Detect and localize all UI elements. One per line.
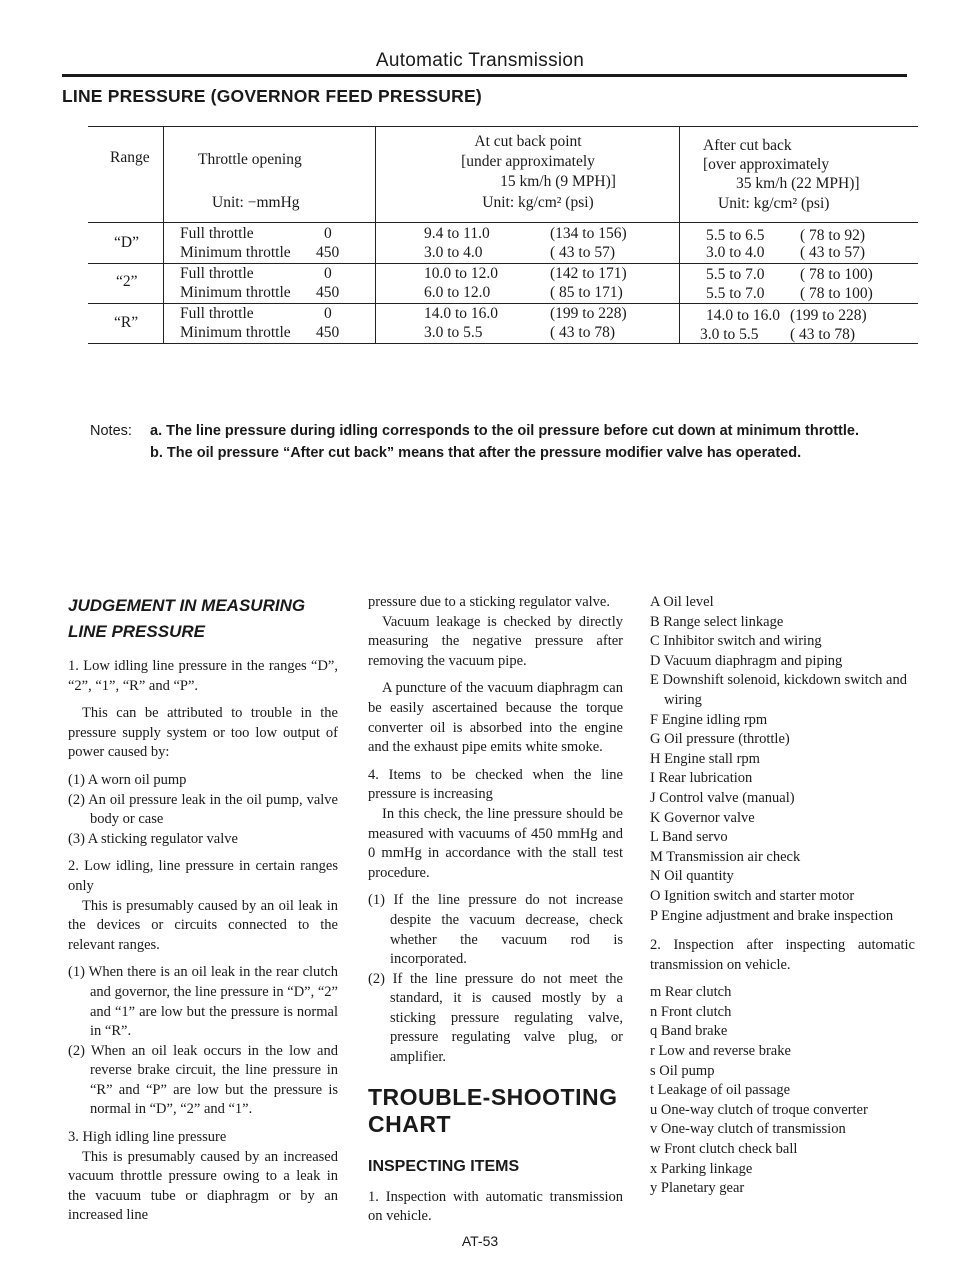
inspection-item: J Control valve (manual) bbox=[650, 789, 795, 806]
after-psi: ( 78 to 100) bbox=[800, 285, 873, 302]
paragraph: This is presumably caused by an oil leak in the devices or circuits connected to the relevant ranges. bbox=[68, 897, 338, 953]
col-header-cut-2: [under approximately bbox=[461, 153, 595, 170]
list-item: (1) When there is an oil leak in the rear clutch and governor, the line pressure in “D”, “2” and “1” are low but the pressure is normal in “R”. bbox=[68, 964, 338, 1040]
list-item: (1) If the line pressure do not increase despite the vacuum decrease, check whether the vacuum rod is incorporated. bbox=[368, 892, 623, 968]
inspection-item: P Engine adjustment and brake inspection bbox=[650, 907, 894, 924]
cut-psi: (134 to 156) bbox=[550, 225, 627, 242]
col-header-throttle: Throttle opening bbox=[198, 151, 302, 168]
after-psi: ( 43 to 57) bbox=[800, 244, 866, 261]
cut-value: 14.0 to 16.0 bbox=[424, 305, 499, 322]
range-label: “2” bbox=[116, 273, 138, 290]
paragraph: pressure due to a sticking regulator valve. bbox=[368, 594, 610, 610]
inspection-item: L Band servo bbox=[650, 829, 728, 846]
cut-psi: ( 85 to 171) bbox=[550, 284, 623, 301]
note-a: a. The line pressure during idling corresponds to the oil pressure before cut down at minimum throttle. bbox=[150, 423, 859, 439]
cut-value: 6.0 to 12.0 bbox=[424, 284, 491, 301]
mmhg-value: 0 bbox=[324, 265, 332, 282]
inspection-item: m Rear clutch bbox=[650, 984, 732, 1001]
trouble-shooting-heading bbox=[368, 1084, 623, 1138]
judgement-heading bbox=[68, 593, 338, 645]
throttle-label: Full throttle bbox=[180, 265, 254, 282]
note-b: b. The oil pressure “After cut back” means that after the pressure modifier valve has operated. bbox=[150, 445, 802, 461]
column-right bbox=[650, 593, 915, 1199]
after-value: 3.0 to 5.5 bbox=[700, 326, 759, 343]
inspection-item: G Oil pressure (throttle) bbox=[650, 731, 790, 748]
mmhg-value: 450 bbox=[316, 324, 340, 341]
list-item: (3) A sticking regulator valve bbox=[68, 830, 238, 847]
column-left bbox=[68, 593, 338, 1234]
notes-label: Notes: bbox=[90, 423, 132, 439]
mmhg-value: 450 bbox=[316, 284, 340, 301]
col-header-throttle-unit: Unit: −mmHg bbox=[212, 194, 300, 211]
throttle-label: Minimum throttle bbox=[180, 324, 291, 341]
cut-value: 9.4 to 11.0 bbox=[424, 225, 490, 242]
cut-psi: (142 to 171) bbox=[550, 265, 627, 282]
judgement-heading-line: JUDGEMENT IN MEASURING bbox=[68, 596, 306, 615]
table-divider-throttle bbox=[375, 126, 376, 344]
paragraph: 4. Items to be checked when the line pressure is increasing bbox=[368, 766, 623, 803]
paragraph: 3. High idling line pressure bbox=[68, 1129, 227, 1146]
table-rule-1 bbox=[88, 222, 918, 223]
trouble-shooting-heading-line: TROUBLE-SHOOTING bbox=[368, 1083, 618, 1110]
header-rule bbox=[62, 74, 907, 77]
inspection-item: s Oil pump bbox=[650, 1062, 715, 1079]
trouble-shooting-heading-line: CHART bbox=[368, 1110, 451, 1137]
range-label: “R” bbox=[114, 314, 139, 331]
after-value: 5.5 to 7.0 bbox=[706, 285, 765, 302]
list-item: (2) If the line pressure do not meet the standard, it is caused mostly by a sticking pressure regulating valve, pressure regulating valve plug, or amplifier. bbox=[368, 970, 623, 1066]
inspection-item: y Planetary gear bbox=[650, 1180, 745, 1197]
paragraph: This is presumably caused by an increased vacuum throttle pressure owing to a leak in the vacuum tube or diaphragm or by an increased line bbox=[68, 1148, 338, 1224]
inspection-item: u One-way clutch of troque converter bbox=[650, 1101, 868, 1118]
after-value: 3.0 to 4.0 bbox=[706, 244, 765, 261]
after-value: 5.5 to 7.0 bbox=[706, 266, 765, 283]
inspection-item: t Leakage of oil passage bbox=[650, 1082, 791, 1099]
inspection-item: B Range select linkage bbox=[650, 613, 784, 630]
paragraph: 2. Low idling, line pressure in certain ranges only bbox=[68, 858, 338, 894]
list-item: (1) A worn oil pump bbox=[68, 771, 187, 788]
mmhg-value: 450 bbox=[316, 244, 340, 261]
paragraph: This can be attributed to trouble in the pressure supply system or too low output of power caused by: bbox=[68, 705, 338, 761]
inspecting-items-heading: INSPECTING ITEMS bbox=[368, 1157, 520, 1175]
col-header-cut-1: At cut back point bbox=[474, 133, 582, 150]
range-label: “D” bbox=[114, 234, 139, 251]
paragraph: 1. Low idling line pressure in the ranges “D”, “2”, “1”, “R” and “P”. bbox=[68, 658, 338, 694]
column-middle bbox=[368, 593, 623, 1235]
table-rule-top bbox=[88, 126, 918, 127]
paragraph: A puncture of the vacuum diaphragm can be easily ascertained because the torque converter oil is absorbed into the engine and the exhaust pipe emits white smoke. bbox=[368, 680, 623, 756]
mmhg-value: 0 bbox=[324, 225, 332, 242]
col-header-after-2: [over approximately bbox=[703, 156, 830, 173]
paragraph: Vacuum leakage is checked by directly measuring the negative pressure after removing the vacuum pipe. bbox=[368, 613, 623, 669]
after-value: 14.0 to 16.0 bbox=[705, 307, 780, 324]
throttle-label: Minimum throttle bbox=[180, 244, 291, 261]
paragraph: 2. Inspection after inspecting automatic transmission on vehicle. bbox=[650, 937, 915, 973]
inspection-item: D Vacuum diaphragm and piping bbox=[650, 652, 843, 669]
inspection-item: K Governor valve bbox=[650, 809, 755, 826]
inspection-item: A Oil level bbox=[650, 594, 714, 610]
inspection-item: q Band brake bbox=[650, 1023, 728, 1040]
inspection-item: M Transmission air check bbox=[650, 848, 801, 865]
cut-psi: (199 to 228) bbox=[550, 305, 627, 322]
after-psi: (199 to 228) bbox=[790, 307, 867, 324]
inspection-item: E Downshift solenoid, kickdown switch and wiring bbox=[650, 672, 907, 708]
col-header-cut-3: 15 km/h (9 MPH)] bbox=[500, 173, 616, 190]
table-divider-range bbox=[163, 126, 164, 344]
cut-value: 10.0 to 12.0 bbox=[424, 265, 499, 282]
after-psi: ( 78 to 92) bbox=[800, 227, 866, 244]
col-header-after-3: 35 km/h (22 MPH)] bbox=[736, 175, 860, 192]
inspection-item: I Rear lubrication bbox=[650, 770, 753, 787]
paragraph: 1. Inspection with automatic transmission on vehicle. bbox=[368, 1188, 623, 1225]
line-pressure-table bbox=[88, 126, 918, 344]
inspection-item: x Parking linkage bbox=[650, 1160, 753, 1177]
inspection-item: n Front clutch bbox=[650, 1003, 732, 1020]
inspection-item: r Low and reverse brake bbox=[650, 1043, 791, 1060]
throttle-label: Full throttle bbox=[180, 305, 254, 322]
inspection-item: F Engine idling rpm bbox=[650, 711, 768, 728]
col-header-after-1: After cut back bbox=[703, 137, 792, 154]
col-header-range: Range bbox=[110, 149, 150, 166]
list-item: (2) An oil pressure leak in the oil pump, valve body or case bbox=[68, 791, 338, 828]
col-header-cut-unit: Unit: kg/cm² (psi) bbox=[482, 194, 594, 211]
cut-value: 3.0 to 5.5 bbox=[424, 324, 483, 341]
inspection-item: O Ignition switch and starter motor bbox=[650, 887, 855, 904]
throttle-label: Minimum throttle bbox=[180, 284, 291, 301]
judgement-heading-line: LINE PRESSURE bbox=[68, 622, 205, 641]
cut-psi: ( 43 to 57) bbox=[550, 244, 616, 261]
page-number: AT-53 bbox=[461, 1233, 499, 1249]
after-value: 5.5 to 6.5 bbox=[706, 227, 765, 244]
paragraph: In this check, the line pressure should be measured with vacuums of 450 mmHg and 0 mmHg in accordance with the stall test procedure. bbox=[368, 805, 623, 881]
list-item: (2) When an oil leak occurs in the low and reverse brake circuit, the line pressure in “R” and “P” are low but the pressure is normal in “D”, “2” and “1”. bbox=[68, 1042, 338, 1118]
inspection-item: w Front clutch check ball bbox=[650, 1141, 798, 1158]
after-psi: ( 78 to 100) bbox=[800, 266, 873, 283]
after-psi: ( 43 to 78) bbox=[790, 326, 856, 343]
mmhg-value: 0 bbox=[324, 305, 332, 322]
spacer bbox=[650, 926, 915, 936]
throttle-label: Full throttle bbox=[180, 225, 254, 242]
col-header-after-unit: Unit: kg/cm² (psi) bbox=[718, 195, 830, 212]
cut-value: 3.0 to 4.0 bbox=[424, 244, 483, 261]
inspection-item: N Oil quantity bbox=[650, 868, 734, 885]
cut-psi: ( 43 to 78) bbox=[550, 324, 616, 341]
inspection-item: v One-way clutch of transmission bbox=[650, 1121, 846, 1138]
section-title: LINE PRESSURE (GOVERNOR FEED PRESSURE) bbox=[62, 86, 482, 106]
page-header: Automatic Transmission bbox=[375, 50, 585, 71]
inspection-item: H Engine stall rpm bbox=[650, 750, 760, 767]
inspection-item: C Inhibitor switch and wiring bbox=[650, 633, 822, 650]
